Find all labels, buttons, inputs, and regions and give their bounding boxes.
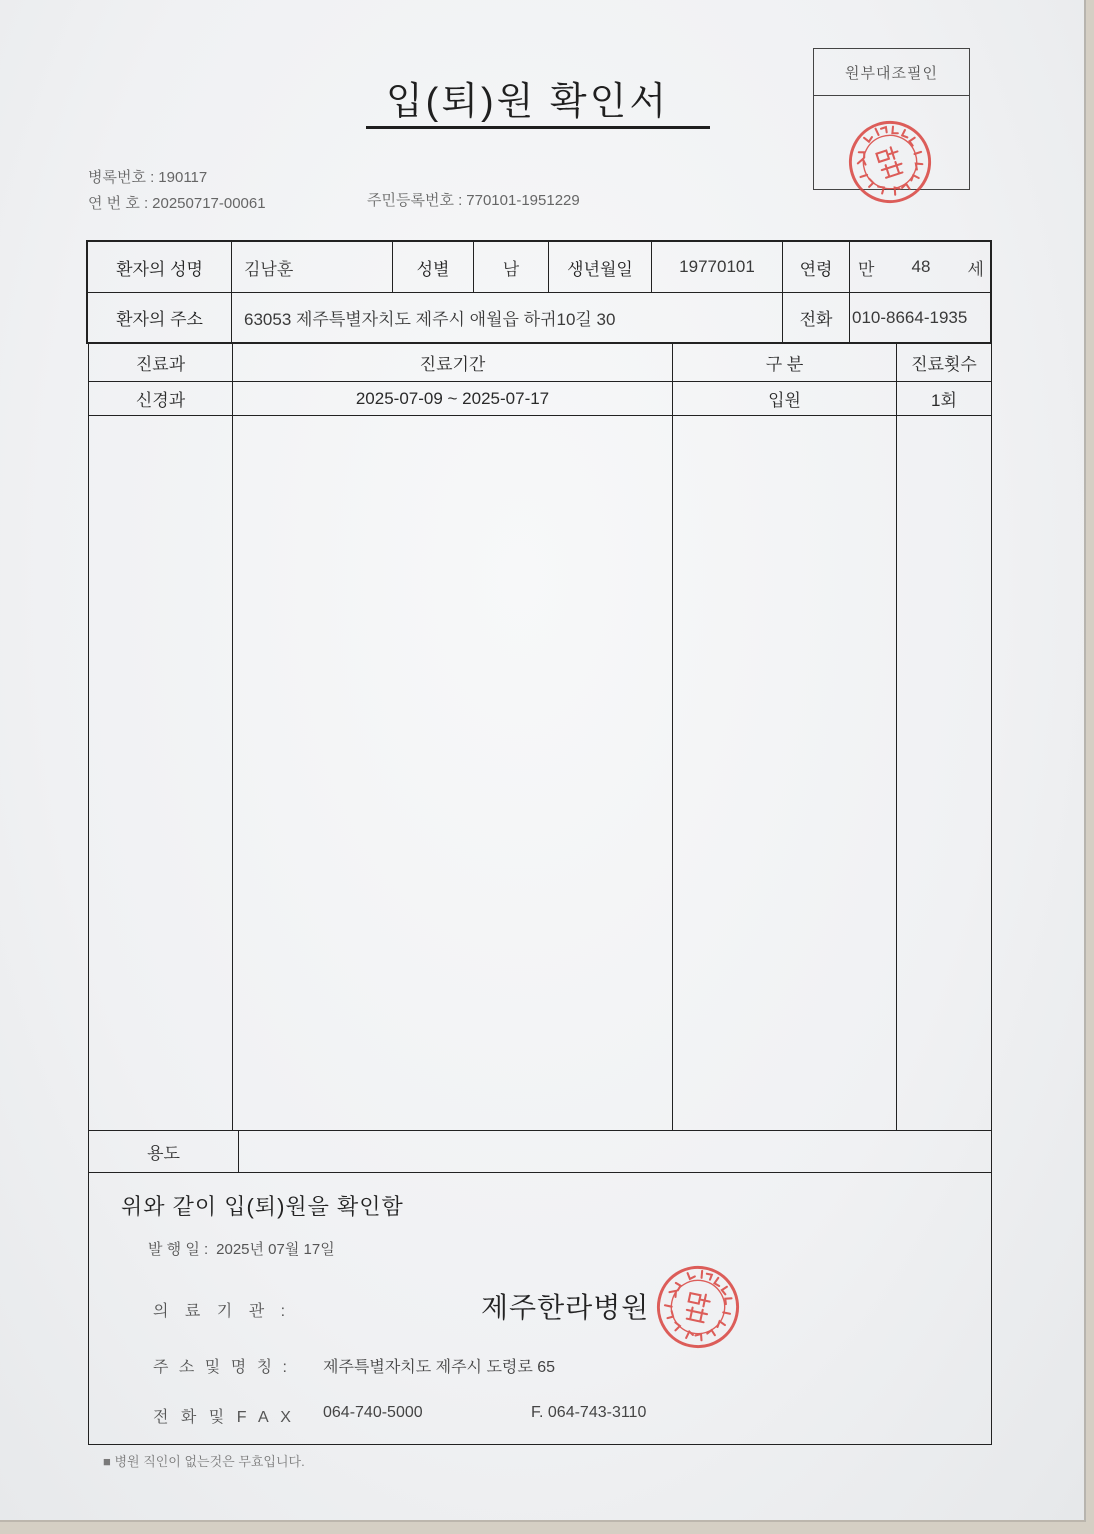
institution-phone-label: 전 화 및 F A X	[153, 1409, 295, 1426]
department-cell: 신경과	[89, 382, 233, 415]
empty-cell	[673, 416, 897, 1130]
sex-value: 남	[474, 242, 549, 292]
issue-date	[148, 1238, 335, 1259]
treatment-header-row	[89, 344, 991, 382]
purpose-label: 용도	[89, 1131, 239, 1172]
empty-cell	[233, 416, 673, 1130]
age-value	[850, 242, 990, 292]
record-number-value: 190117	[158, 169, 208, 186]
resident-number-value: 770101-1951229	[466, 192, 580, 209]
header-department: 진료과	[89, 344, 233, 381]
header-type: 구 분	[673, 344, 897, 381]
confirmation-section	[88, 1172, 992, 1445]
period-cell: 2025-07-09 ~ 2025-07-17	[233, 382, 673, 415]
footnote: ■ 병원 직인이 없는것은 무효입니다.	[103, 1454, 305, 1469]
patient-address: 63053 제주특별자치도 제주시 애월읍 하귀10길 30	[232, 293, 783, 342]
patient-address-label: 환자의 주소	[88, 293, 232, 342]
age-number: 48	[911, 257, 931, 276]
issue-date-value: 2025년 07월 17일	[216, 1241, 335, 1258]
institution-label: 의 료 기 관 :	[153, 1303, 292, 1320]
empty-table-body	[89, 416, 991, 1130]
header-period: 진료기간	[233, 344, 673, 381]
patient-row-2	[88, 292, 990, 342]
birth-value: 19770101	[652, 242, 783, 292]
institution-address: 제주특별자치도 제주시 도령로 65	[323, 1359, 556, 1376]
serial-number	[88, 192, 266, 213]
institution-fax: F. 064-743-3110	[531, 1404, 647, 1421]
confirmation-statement: 위와 같이 입(퇴)원을 확인함	[121, 1194, 404, 1219]
patient-row-1	[88, 242, 990, 292]
stamp-box-label: 원부대조필인	[814, 49, 969, 96]
treatment-table	[88, 344, 992, 1130]
hospital-seal-icon	[647, 1256, 749, 1358]
age-suffix: 세	[967, 259, 984, 279]
empty-cell	[897, 416, 991, 1130]
purpose-row	[88, 1130, 992, 1173]
birth-label: 생년월일	[549, 242, 652, 292]
age-label: 연령	[783, 242, 850, 292]
institution-address-label: 주 소 및 명 칭 :	[153, 1359, 290, 1376]
empty-cell	[89, 416, 233, 1130]
patient-name: 김남훈	[232, 242, 393, 292]
title-underline	[366, 126, 710, 129]
patient-name-label: 환자의 성명	[88, 242, 232, 292]
patient-info-table	[86, 240, 992, 344]
phone-label: 전화	[783, 293, 850, 342]
header-count: 진료횟수	[911, 355, 977, 374]
resident-number	[367, 189, 580, 210]
purpose-value	[239, 1131, 991, 1172]
count-cell: 1회	[931, 391, 957, 410]
resident-number-label: 주민등록번호 :	[367, 192, 463, 209]
institution-phone: 064-740-5000	[323, 1404, 423, 1421]
issue-date-label: 발 행 일 :	[148, 1241, 209, 1258]
age-prefix: 만	[858, 259, 875, 279]
table-row	[89, 382, 991, 416]
serial-number-label: 연 번 호 :	[88, 195, 149, 212]
sex-label: 성별	[393, 242, 474, 292]
record-number-label: 병록번호 :	[88, 169, 155, 186]
serial-number-value: 20250717-00061	[152, 195, 266, 212]
record-number	[88, 166, 207, 187]
institution-name: 제주한라병원	[481, 1292, 650, 1323]
document-title: 입(퇴)원 확인서	[385, 81, 670, 123]
phone-value: 010-8664-1935	[852, 307, 968, 327]
type-cell: 입원	[673, 382, 897, 415]
